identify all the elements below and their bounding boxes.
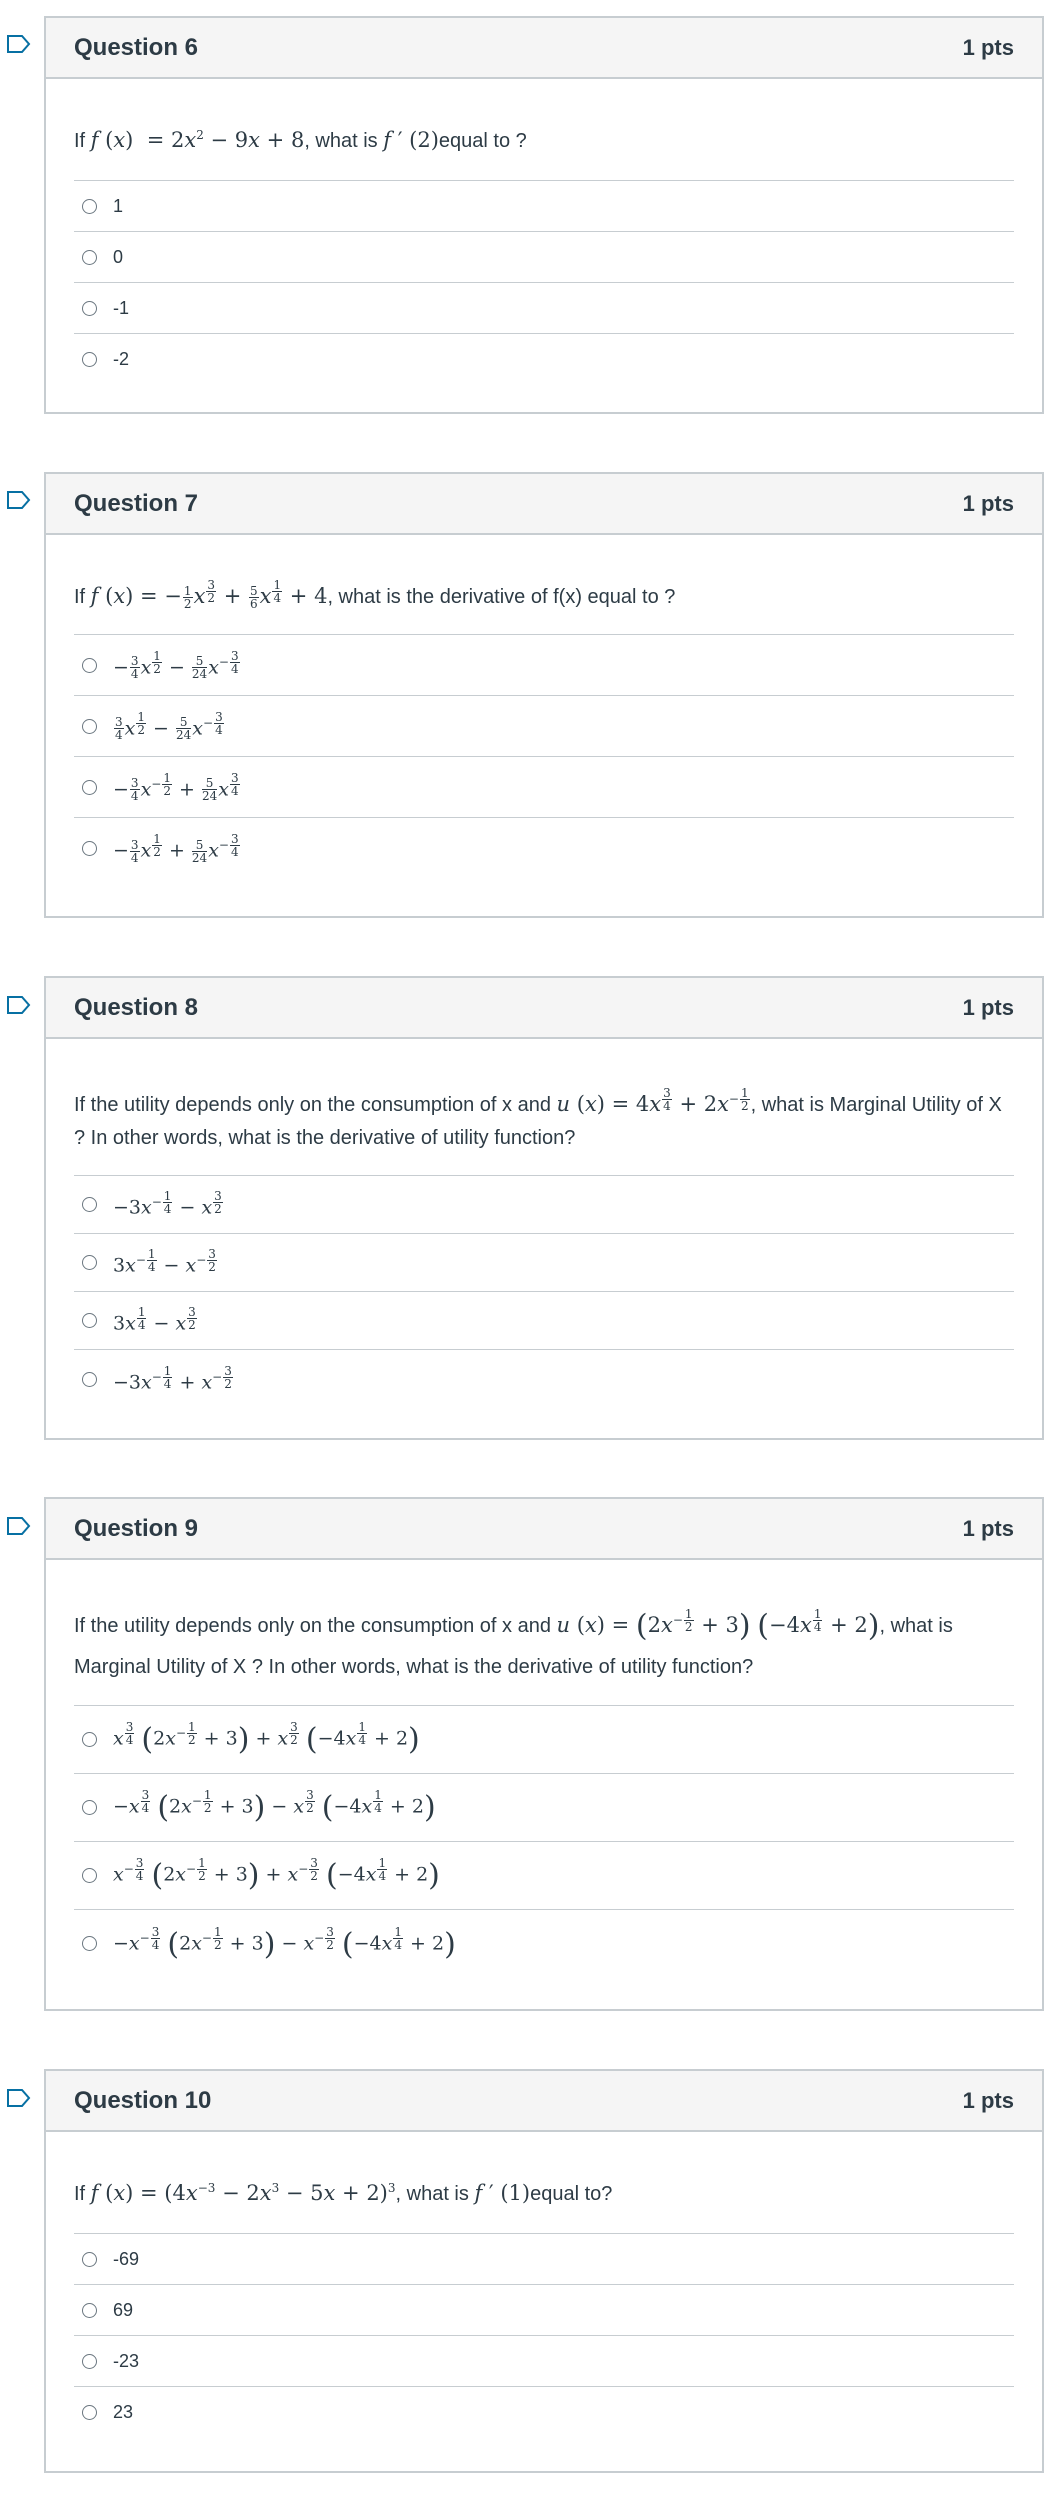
- radio-unchecked-icon[interactable]: [82, 352, 97, 367]
- radio-unchecked-icon[interactable]: [82, 1255, 97, 1270]
- radio-unchecked-icon[interactable]: [82, 780, 97, 795]
- answer-list: [74, 1705, 1014, 1978]
- answer-option[interactable]: $-3x^{- \frac{1}{4}}$ + $x^{- \frac{3}{2}}$: [74, 1350, 1014, 1408]
- radio-unchecked-icon[interactable]: [82, 1868, 97, 1883]
- answer-list: [74, 180, 1014, 385]
- answer-list: [74, 634, 1014, 879]
- question-6: [44, 16, 1044, 414]
- radio-unchecked-icon[interactable]: [82, 658, 97, 673]
- question-7: [44, 472, 1044, 918]
- question-header: [46, 18, 1042, 79]
- answer-option[interactable]: 1: [74, 181, 1014, 232]
- question-math: f (x) = − $\frac{1}{2}$ x $^{\frac{3}{2}}$ + $\frac{5}{6}$ x $^{\frac{1}{4}}$ + 4: [90, 578, 328, 611]
- radio-unchecked-icon[interactable]: [82, 301, 97, 316]
- answer-option[interactable]: −x $^{\frac{3}{4}}$ ($2x^{- \frac{1}{2}}$ + 3) − x $^{\frac{3}{2}}$ (−4x $^{\frac{1}{4}}$ + 2): [74, 1774, 1014, 1842]
- flag-question-icon[interactable]: [6, 490, 32, 510]
- question-9: [44, 1497, 1044, 2011]
- answer-option[interactable]: − $\frac{3}{4}$ $x^{- \frac{1}{2}}$ + $\frac{5}{24}$ x $^{\frac{3}{4}}$: [74, 757, 1014, 818]
- radio-unchecked-icon[interactable]: [82, 1800, 97, 1815]
- question-math: u $(x) = (2x^{- \frac{1}{2}}$ + 3) (−4x $^{\frac{1}{4}}$ + 2): [556, 1607, 880, 1644]
- radio-unchecked-icon[interactable]: [82, 2303, 97, 2318]
- question-text: If f (x) = − $\frac{1}{2}$ x $^{\frac{3}{2}}$ + $\frac{5}{6}$ x $^{\frac{1}{4}}$ + 4, what is the derivative of f(x) equal to ?: [74, 578, 676, 611]
- radio-unchecked-icon[interactable]: [82, 250, 97, 265]
- question-10: [44, 2069, 1044, 2473]
- radio-unchecked-icon[interactable]: [82, 841, 97, 856]
- answer-option[interactable]: x $^{\frac{3}{4}}$ ($2x^{- \frac{1}{2}}$ + 3) + x $^{\frac{3}{2}}$ (−4x $^{\frac{1}{4}}$ + 2): [74, 1706, 1014, 1774]
- question-title: Question 7: [74, 489, 199, 517]
- question-title: Question 6: [74, 33, 199, 61]
- radio-unchecked-icon[interactable]: [82, 1936, 97, 1951]
- answer-option[interactable]: -69: [74, 2234, 1014, 2285]
- question-8: [44, 976, 1044, 1440]
- question-text: If f $(x) = (4x^{-3} - 2x^3 - 5x + 2)^3$, what is f ′ (1)equal to?: [74, 2181, 613, 2205]
- answer-option[interactable]: 23: [74, 2387, 1014, 2438]
- answer-option[interactable]: -2: [74, 334, 1014, 385]
- question-header: [46, 1499, 1042, 1560]
- question-math: u (x) = 4x $^{\frac{3}{4}}$ + $2x^{- \frac{1}{2}}$: [556, 1086, 749, 1116]
- question-text: If f $(x) = 2x^2 - 9x + 8$, what is f ′ (2)equal to ?: [74, 128, 527, 152]
- answer-option[interactable]: − $\frac{3}{4}$ x $^{\frac{1}{2}}$ − $\frac{5}{24}$ $x^{- \frac{3}{4}}$: [74, 635, 1014, 696]
- flag-question-icon[interactable]: [6, 2088, 32, 2108]
- answer-list: [74, 2233, 1014, 2438]
- answer-option[interactable]: 0: [74, 232, 1014, 283]
- answer-option[interactable]: $-3x^{- \frac{1}{4}}$ − x $^{\frac{3}{2}}$: [74, 1176, 1014, 1234]
- answer-option[interactable]: − $\frac{3}{4}$ x $^{\frac{1}{2}}$ + $\frac{5}{24}$ $x^{- \frac{3}{4}}$: [74, 818, 1014, 879]
- radio-unchecked-icon[interactable]: [82, 2405, 97, 2420]
- radio-unchecked-icon[interactable]: [82, 2252, 97, 2267]
- question-math: f $(x) = 2x^2 - 9x + 8$: [90, 128, 305, 152]
- radio-unchecked-icon[interactable]: [82, 1313, 97, 1328]
- flag-question-icon[interactable]: [6, 34, 32, 54]
- question-points: 1 pts: [962, 34, 1014, 60]
- question-title: Question 9: [74, 1514, 199, 1542]
- question-math: f $(x) = (4x^{-3} - 2x^3 - 5x + 2)^3$: [90, 2181, 396, 2205]
- answer-option[interactable]: $-x^{- \frac{3}{4}}$ ($2x^{- \frac{1}{2}}$ + $3) - x^{- \frac{3}{2}}$ (−4x $^{\frac{1}{4}}$ + 2): [74, 1910, 1014, 1978]
- radio-unchecked-icon[interactable]: [82, 1732, 97, 1747]
- radio-unchecked-icon[interactable]: [82, 1372, 97, 1387]
- question-title: Question 10: [74, 2086, 212, 2114]
- answer-option[interactable]: $3x^{- \frac{1}{4}}$ − $x^{- \frac{3}{2}}$: [74, 1234, 1014, 1292]
- answer-option[interactable]: -23: [74, 2336, 1014, 2387]
- question-points: 1 pts: [962, 994, 1014, 1020]
- answer-option[interactable]: 3x $^{\frac{1}{4}}$ − x $^{\frac{3}{2}}$: [74, 1292, 1014, 1350]
- flag-question-icon[interactable]: [6, 1516, 32, 1536]
- answer-list: [74, 1175, 1014, 1408]
- question-points: 1 pts: [962, 490, 1014, 516]
- radio-unchecked-icon[interactable]: [82, 199, 97, 214]
- radio-unchecked-icon[interactable]: [82, 1197, 97, 1212]
- flag-question-icon[interactable]: [6, 995, 32, 1015]
- question-text: If the utility depends only on the consumption of x and u $(x) = (2x^{- \frac{1}{2}}$ + 3) (−4x $^{\frac{1}{4}}$ + 2), what is Marginal Utility of X ? In other words, what is the derivative of utility function?: [74, 1607, 953, 1678]
- radio-unchecked-icon[interactable]: [82, 719, 97, 734]
- question-points: 1 pts: [962, 1515, 1014, 1541]
- question-title: Question 8: [74, 993, 199, 1021]
- question-points: 1 pts: [962, 2087, 1014, 2113]
- question-text: If the utility depends only on the consumption of x and u (x) = 4x $^{\frac{3}{4}}$ + $2x^{- \frac{1}{2}}$ , what is Marginal Utility of X ? In other words, what is the derivative of utility function?: [74, 1086, 1002, 1149]
- question-header: [46, 474, 1042, 535]
- question-header: [46, 978, 1042, 1039]
- answer-option[interactable]: 69: [74, 2285, 1014, 2336]
- radio-unchecked-icon[interactable]: [82, 2354, 97, 2369]
- question-header: [46, 2071, 1042, 2132]
- answer-option[interactable]: $x^{- \frac{3}{4}}$ ($2x^{- \frac{1}{2}}$ + $3) + x^{- \frac{3}{2}}$ (−4x $^{\frac{1}{4}}$ + 2): [74, 1842, 1014, 1910]
- answer-option[interactable]: -1: [74, 283, 1014, 334]
- answer-option[interactable]: $\frac{3}{4}$ x $^{\frac{1}{2}}$ − $\frac{5}{24}$ $x^{- \frac{3}{4}}$: [74, 696, 1014, 757]
